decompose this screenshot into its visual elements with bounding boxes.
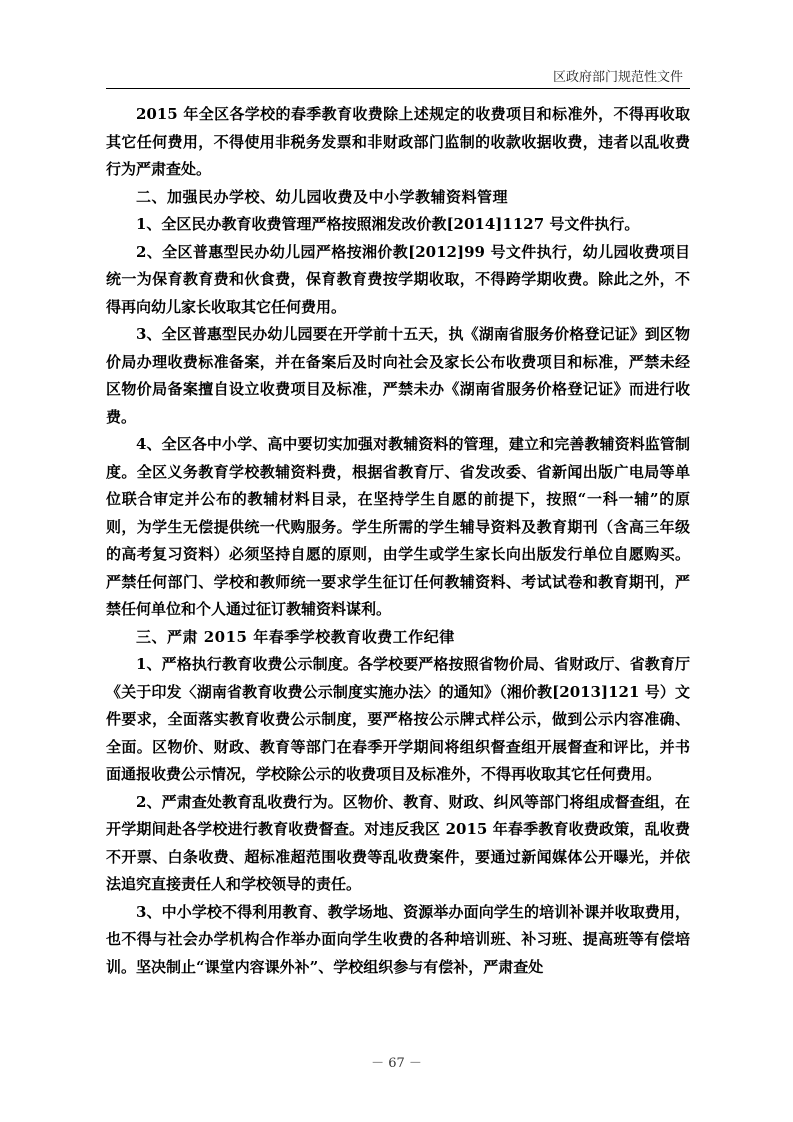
paragraph-item-4-teaching-materials: 4、全区各中小学、高中要切实加强对教辅资料的管理，建立和完善教辅资料监管制度。全区义务教育学校教辅资料费，根据省教育厅、省发改委、省新闻出版广电局等单位联合审定并公布的教辅材料目录，在坚持学生自愿的前提下，按照“一科一辅”的原则，为学生无偿提供统一代购服务。学生所需的学生辅导资料及教育期刊（含高三年级的高考复习资料）必须坚持自愿的原则，由学生或学生家长向出版发行单位自愿购买。严禁任何部门、学校和教师统一要求学生征订任何教辅资料、考试试卷和教育期刊，严禁任何单位和个人通过征订教辅资料谋利。 bbox=[106, 435, 690, 618]
paragraph-item-3-kindergarten-filing: 3、全区普惠型民办幼儿园要在开学前十五天，执《湖南省服务价格登记证》到区物价局办理收费标准备案，并在备案后及时向社会及家长公布收费项目和标准，严禁未经区物价局备案擅自设立收费项目及标准，严禁未办《湖南省服务价格登记证》而进行收费。 bbox=[106, 325, 690, 426]
paragraph-item-2-illegal-charges: 2、严肃查处教育乱收费行为。区物价、教育、财政、纠风等部门将组成督查组，在开学期间赴各学校进行教育收费督查。对违反我区 2015 年春季教育收费政策，乱收费不开票、白条收费、超标准超范围收费等乱收费案件，要通过新闻媒体公开曝光，并依法追究直接责任人和学校领导的责任。 bbox=[106, 792, 690, 893]
section-heading-private-schools: 二、加强民办学校、幼儿园收费及中小学教辅资料管理 bbox=[136, 187, 509, 206]
section-heading-discipline: 三、严肃 2015 年春季学校教育收费工作纪律 bbox=[136, 627, 455, 646]
page-number: － 67 － bbox=[371, 1056, 422, 1071]
paragraph-item-1-fee-disclosure: 1、严格执行教育收费公示制度。各学校要严格按照省物价局、省财政厅、省教育厅《关于印发〈湖南省教育收费公示制度实施办法〉的通知》（湘价教[2013]121 号）文件要求，全面落实教育收费公示制度，要严格按公示牌式样公示，做到公示内容准确、全面。区物价、财政、教育等部门在春季开学期间将组织督查组开展督查和评比，并书面通报收费公示情况，学校除公示的收费项目及标准外，不得再收取其它任何费用。 bbox=[106, 655, 690, 783]
header-divider bbox=[106, 88, 690, 89]
paragraph-item-2-kindergarten: 2、全区普惠型民办幼儿园严格按湘价教[2012]99 号文件执行，幼儿园收费项目统一为保育教育费和伙食费，保育教育费按学期收取，不得跨学期收费。除此之外，不得再向幼儿家长收取其它任何费用。 bbox=[106, 242, 690, 316]
paragraph-item-3-paid-tutoring: 3、中小学校不得利用教育、教学场地、资源举办面向学生的培训补课并收取费用，也不得与社会办学机构合作举办面向学生收费的各种培训班、补习班、提高班等有偿培训。坚决制止“课堂内容课外补”、学校组织参与有偿补，严肃查处 bbox=[106, 902, 690, 976]
document-category-header: 区政府部门规范性文件 bbox=[552, 70, 683, 85]
paragraph-fee-restriction: 2015 年全区各学校的春季教育收费除上述规定的收费项目和标准外，不得再收取其它任何费用，不得使用非税务发票和非财政部门监制的收款收据收费，违者以乱收费行为严肃查处。 bbox=[106, 105, 690, 178]
paragraph-item-1-private-fees: 1、全区民办教育收费管理严格按照湘发改价教[2014]1127 号文件执行。 bbox=[136, 215, 640, 233]
document-body bbox=[106, 101, 690, 981]
